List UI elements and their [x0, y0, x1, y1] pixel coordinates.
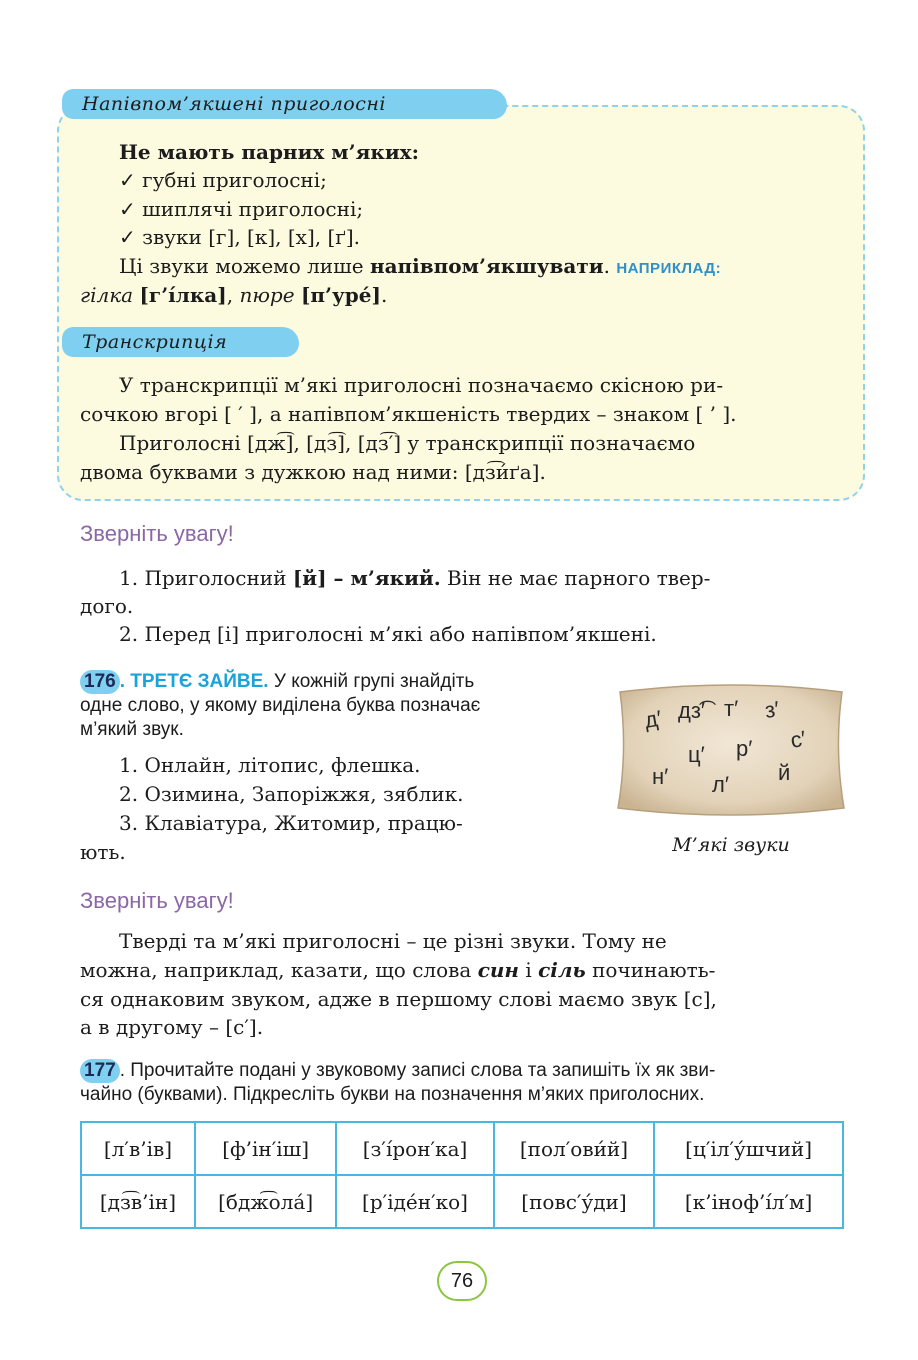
pillow-letter: р′ — [736, 736, 753, 761]
table-cell: [пол′ови́й] — [494, 1122, 655, 1175]
semi-soft-rule: Ці звуки можемо лише напівпом’якшувати. НАПРИКЛАД: — [119, 254, 722, 278]
pillow-letter: т′ — [724, 696, 739, 721]
page-number: 76 — [437, 1261, 487, 1301]
transcription-text: У транскрипції м’які приголосні позначаємо скісною ри- — [119, 373, 724, 397]
task-number: 176 — [80, 670, 120, 694]
attention-text: можна, наприклад, казати, що слова син і сіль починають- — [80, 958, 716, 982]
table-cell: [повс′у́ди] — [494, 1175, 655, 1228]
attention-text: ся однаковим звуком, адже в першому слові маємо звук [с], — [80, 987, 717, 1011]
attention-point: 1. Приголосний [й] – м’який. Він не має парного твер- — [119, 566, 711, 590]
transcription-text: Приголосні [дж͡], [дз͡], [дз͡′] у транскрипції позначаємо — [119, 431, 696, 455]
task-number: 177 — [80, 1059, 120, 1083]
task-177-instruction: чайно (буквами). Підкресліть букви на позначення м’яких приголосних. — [80, 1084, 705, 1105]
table-cell: [з′íрон′ка] — [336, 1122, 493, 1175]
pillow-letter: н′ — [652, 764, 669, 789]
no-pairs-heading: Не мають парних м’яких: — [119, 140, 419, 164]
table-cell: [р′іде́н′ко] — [336, 1175, 493, 1228]
list-item: ✓ шиплячі приголосні; — [119, 197, 364, 221]
section-tag-transcription: Транскрипція — [62, 327, 299, 357]
table-cell: [дз͡в’ін] — [81, 1175, 195, 1228]
image-caption: М’які звуки — [672, 834, 790, 856]
task-176-instruction: м’який звук. — [80, 719, 184, 740]
table-row — [81, 1122, 843, 1175]
example-label: НАПРИКЛАД: — [616, 260, 722, 277]
attention-heading: Зверніть увагу! — [80, 521, 234, 546]
task-item: 2. Озимина, Запоріжжя, зяблик. — [119, 782, 464, 806]
attention-text: а в другому – [с′]. — [80, 1015, 264, 1039]
words-table — [80, 1121, 844, 1229]
attention-heading: Зверніть увагу! — [80, 888, 234, 913]
check-icon: ✓ — [119, 168, 136, 192]
pillow-letter: з′ — [763, 696, 781, 723]
list-item: ✓ звуки [г], [к], [х], [ґ]. — [119, 225, 361, 249]
table-cell: [бдж͡ола́] — [195, 1175, 336, 1228]
transcription-text: двома буквами з дужкою над ними: [дз͡и́ґа]. — [80, 460, 546, 484]
pillow-letter: с′ — [788, 725, 808, 753]
task-item: 1. Онлайн, літопис, флешка. — [119, 753, 421, 777]
task-177-instruction: 177 . Прочитайте подані у звуковому записі слова та запишіть їх як зви- — [80, 1059, 715, 1083]
task-176-instruction: 176 . ТРЕТЄ ЗАЙВЕ. У кожній групі знайдіть — [80, 670, 474, 694]
pillow-letter: ц′ — [688, 742, 705, 767]
attention-point: дого. — [80, 594, 134, 618]
task-item: 3. Клавіатура, Житомир, працю- — [119, 811, 463, 835]
pillow-letter: дз͡′ — [678, 698, 706, 723]
section-tag-semi-soft: Напівпом’якшені приголосні — [62, 89, 507, 119]
check-icon: ✓ — [119, 197, 136, 221]
pillow-illustration — [612, 680, 850, 820]
table-cell: [к’іноф’íл′м] — [654, 1175, 843, 1228]
task-title: ТРЕТЄ ЗАЙВЕ. — [130, 671, 269, 692]
pillow-letter: л′ — [712, 772, 729, 797]
pillow-letter: й — [778, 760, 791, 785]
attention-text: Тверді та м’які приголосні – це різні звуки. Тому не — [119, 929, 667, 953]
pillow-letter: д′ — [642, 705, 664, 733]
examples-line: гілка [г’íлка], пюре [п’уре́]. — [80, 283, 388, 307]
table-cell: [ц′іл′у́шчий] — [654, 1122, 843, 1175]
check-icon: ✓ — [119, 225, 136, 249]
task-176-instruction: одне слово, у якому виділена буква позначає — [80, 695, 481, 716]
transcription-text: сочкою вгорі [ ′ ], а напівпом’якшеність твердих – знаком [ ’ ]. — [80, 402, 737, 426]
table-cell: [л′в’ів] — [81, 1122, 195, 1175]
task-item: ють. — [80, 840, 126, 864]
list-item: ✓ губні приголосні; — [119, 168, 327, 192]
table-cell: [ф’ін′іш] — [195, 1122, 336, 1175]
attention-point: 2. Перед [і] приголосні м’які або напівпом’якшені. — [119, 622, 657, 646]
task-title: . — [119, 671, 131, 692]
table-row — [81, 1175, 843, 1228]
